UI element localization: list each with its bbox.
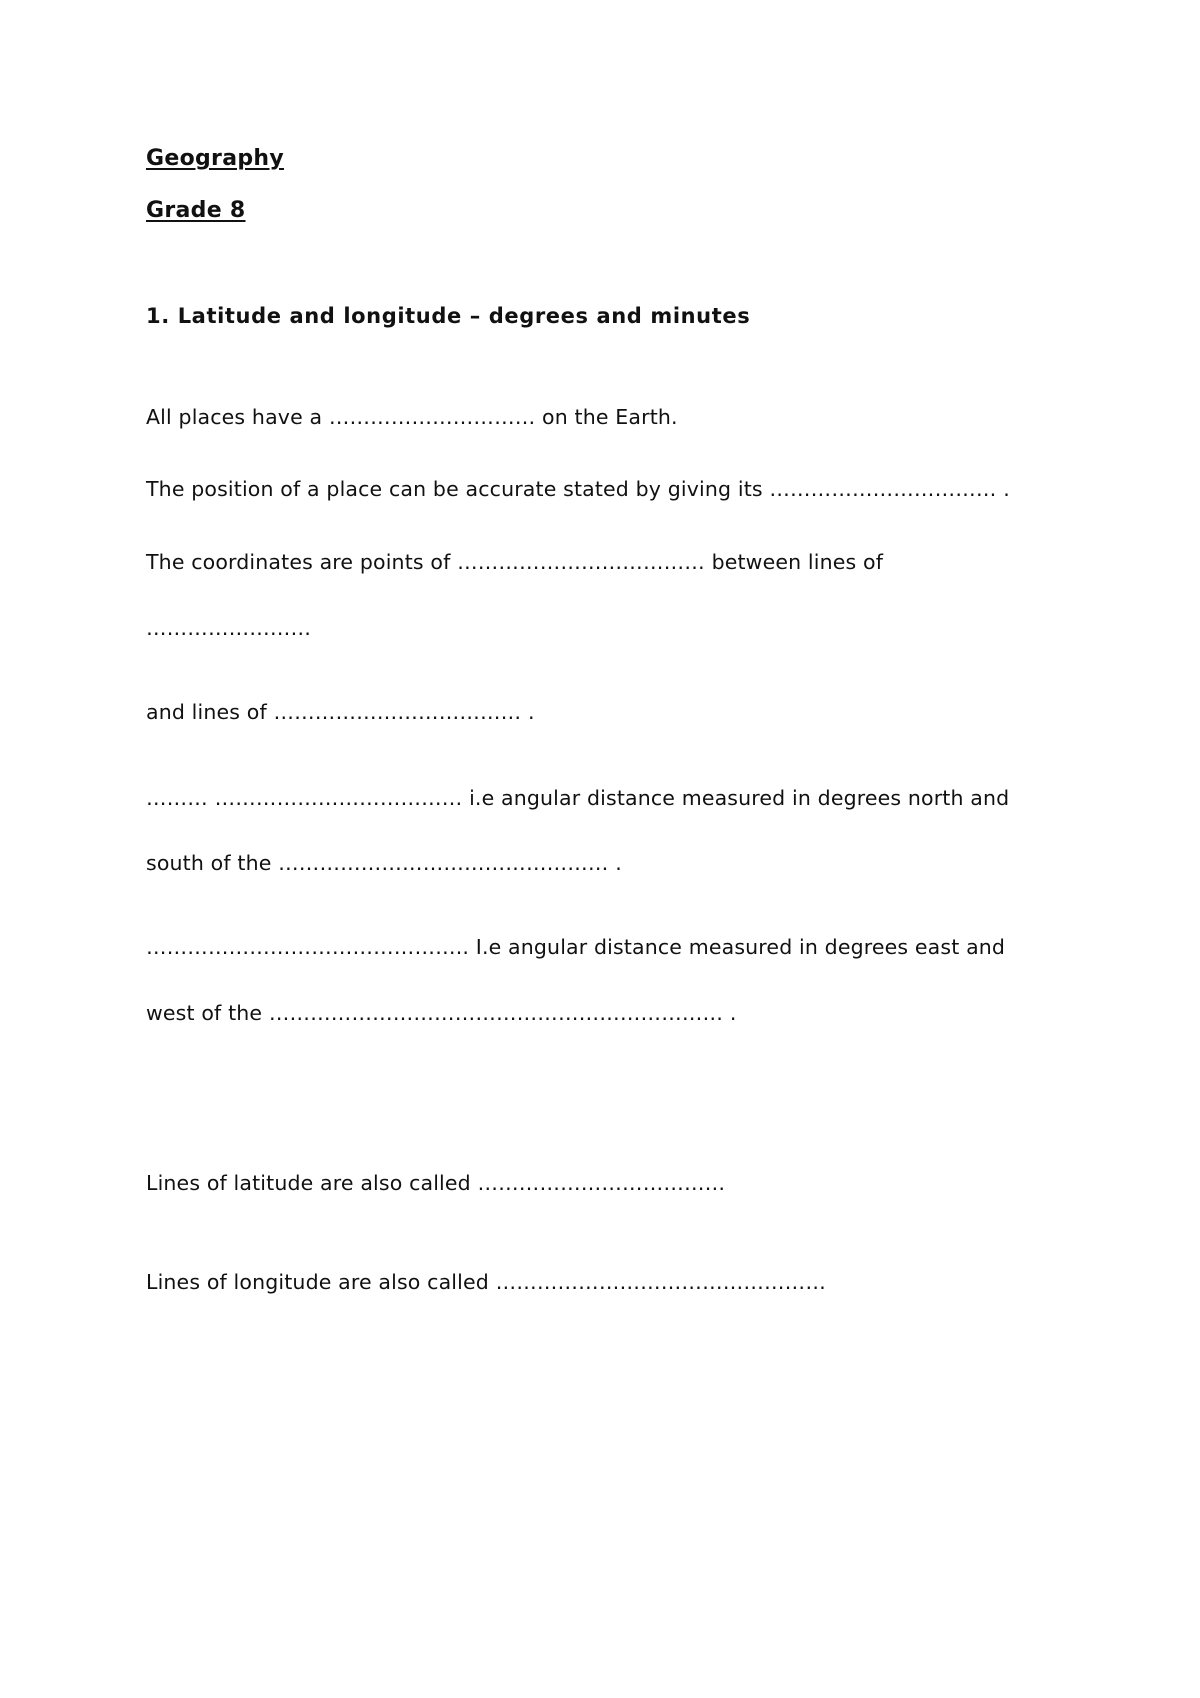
section-title: 1. Latitude and longitude – degrees and minutes bbox=[146, 304, 751, 328]
question-latitude-alias: Lines of latitude are also called ……………………………… bbox=[146, 1171, 726, 1195]
question-latitude-reference: south of the ………………………………………… . bbox=[146, 851, 622, 875]
question-position: The position of a place can be accurate stated by giving its …………………………… . bbox=[146, 477, 1010, 501]
question-coordinates: The coordinates are points of ……………………………… between lines of bbox=[146, 550, 884, 574]
grade-heading: Grade 8 bbox=[146, 198, 246, 223]
question-longitude-definition: ……………………………………….. I.e angular distance measured in degrees east and bbox=[146, 935, 1006, 959]
question-and-lines: and lines of ……………………………… . bbox=[146, 700, 535, 724]
question-longitude-alias: Lines of longitude are also called ………………………………………… bbox=[146, 1270, 826, 1294]
question-coordinates-blank: …………………… bbox=[146, 616, 312, 640]
question-longitude-reference: west of the ………………………………………………………… . bbox=[146, 1001, 737, 1025]
subject-heading: Geography bbox=[146, 146, 284, 171]
question-latitude-definition: ……… ……………………………… i.e angular distance measured in degrees north and bbox=[146, 786, 1010, 810]
question-places: All places have a ………………………… on the Earth. bbox=[146, 405, 678, 429]
